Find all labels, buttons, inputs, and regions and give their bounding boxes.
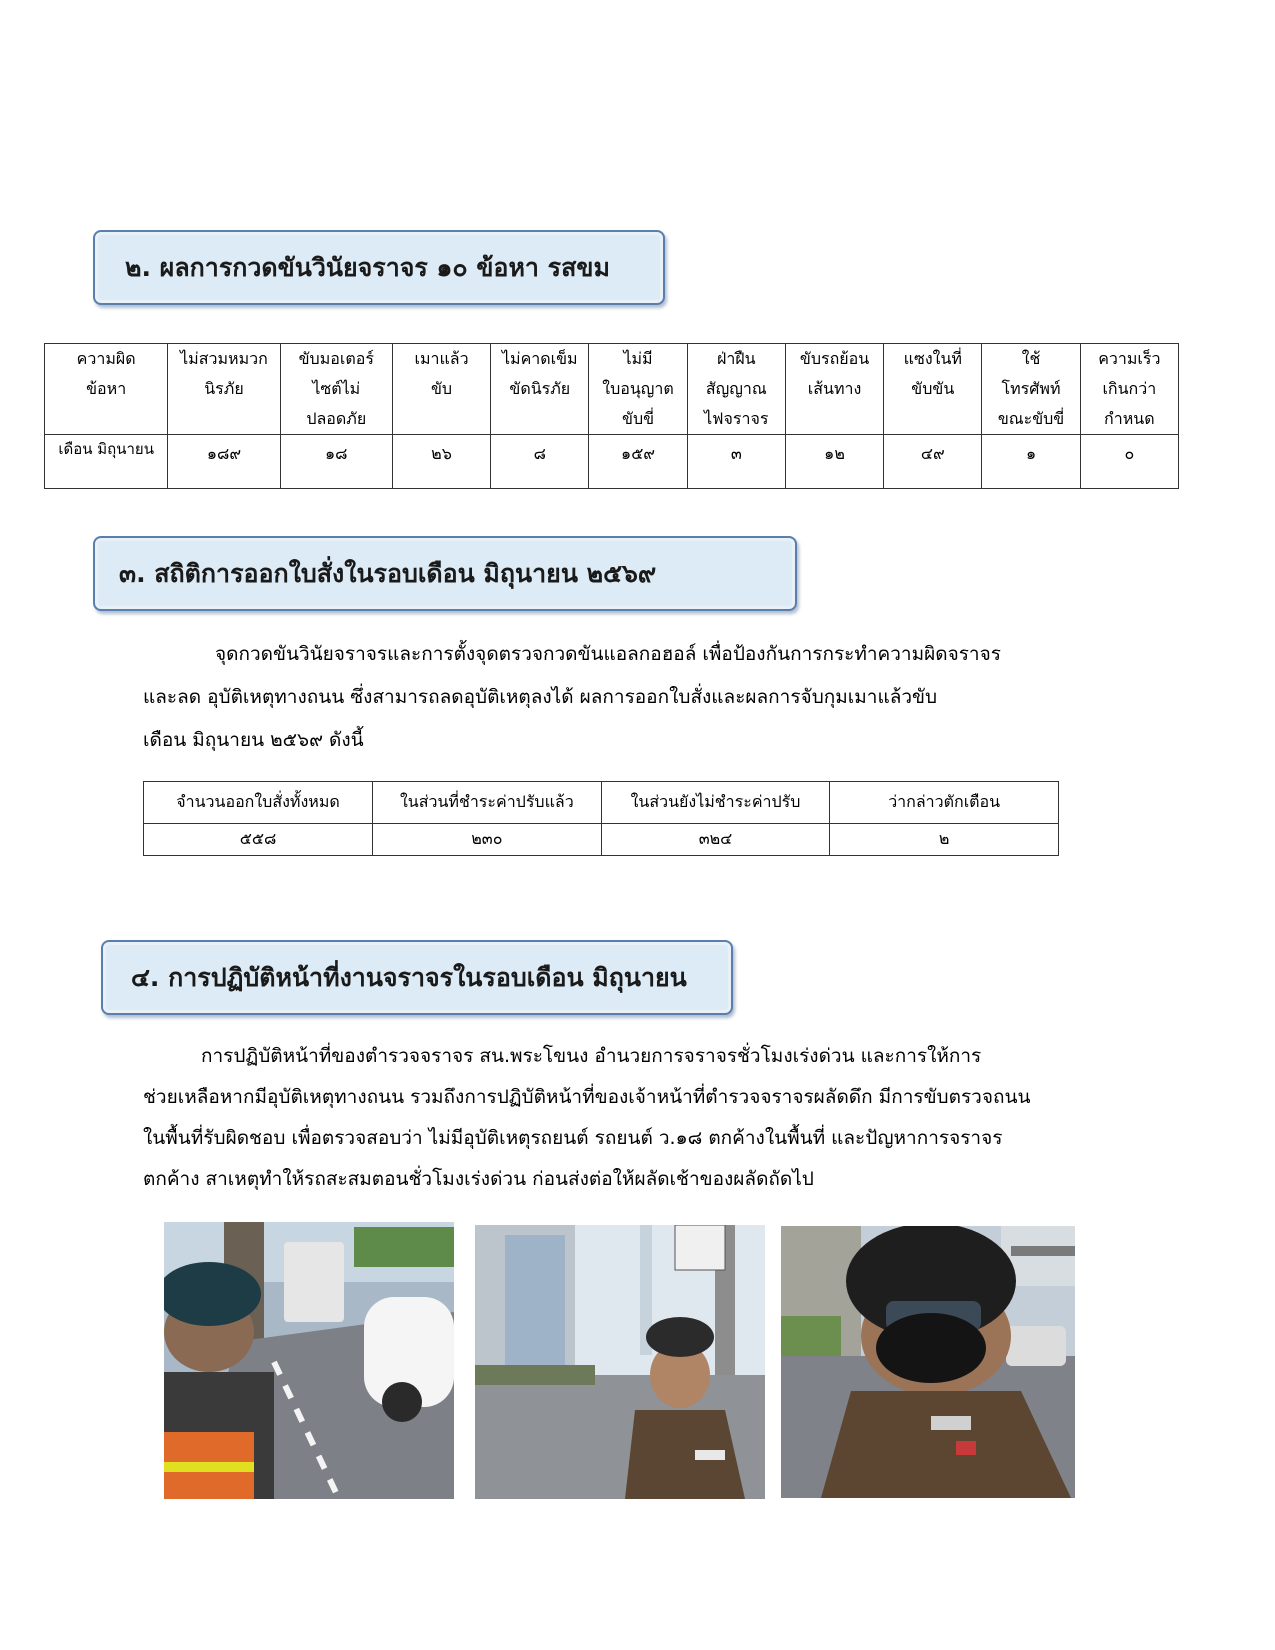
tickets-data-row [144, 824, 1059, 856]
value-cell: ๒๓๐ [373, 824, 602, 856]
header-cell: ความผิด ข้อหา [45, 344, 168, 435]
violations-header-row [45, 344, 1179, 435]
value-cell: ๘ [491, 435, 589, 489]
value-cell: ๑๘๙ [168, 435, 280, 489]
paragraph-line: จุดกวดขันวินัยจราจรและการตั้งจุดตรวจกวดขันแอลกอฮอล์ เพื่อป้องกันการกระทำความผิดจราจร [215, 643, 1001, 665]
paragraph-line: การปฏิบัติหน้าที่ของตำรวจจราจร สน.พระโขนง อำนวยการจราจรชั่วโมงเร่งด่วน และการให้การ [201, 1045, 982, 1067]
value-cell: ๓ [687, 435, 785, 489]
paragraph-line: ช่วยเหลือหากมีอุบัติเหตุทางถนน รวมถึงการปฏิบัติหน้าที่ของเจ้าหน้าที่ตำรวจจราจรผลัดดึก มีการขับตรวจถนน [143, 1086, 1031, 1108]
row-label: เดือน มิถุนายน [45, 435, 168, 489]
header-cell: ความเร็ว เกินกว่า กำหนด [1080, 344, 1178, 435]
paragraph-line: ตกค้าง สาเหตุทำให้รถสะสมตอนชั่วโมงเร่งด่วน ก่อนส่งต่อให้ผลัดเช้าของผลัดถัดไป [143, 1168, 814, 1190]
section2-heading [93, 230, 665, 305]
section3-title: ๓. สถิติการออกใบสั่งในรอบเดือน มิถุนายน ๒๕๖๙ [119, 558, 657, 588]
section3-heading [93, 536, 797, 611]
tickets-header-row [144, 782, 1059, 824]
section2-title: ๒. ผลการกวดขันวินัยจราจร ๑๐ ข้อหา รสขม [125, 252, 610, 282]
traffic-officer-photo [164, 1222, 454, 1499]
header-cell: จำนวนออกใบสั่งทั้งหมด [144, 782, 373, 824]
value-cell: ๑๒ [785, 435, 883, 489]
header-cell: ไม่มี ใบอนุญาต ขับขี่ [589, 344, 687, 435]
traffic-officer-photo [781, 1226, 1075, 1498]
violations-table [44, 343, 1179, 489]
header-cell: เมาแล้ว ขับ [392, 344, 490, 435]
header-cell: ในส่วนที่ชำระค่าปรับแล้ว [373, 782, 602, 824]
value-cell: ๐ [1080, 435, 1178, 489]
section4-paragraph [143, 1036, 1143, 1200]
header-cell: แซงในที่ ขับขัน [884, 344, 982, 435]
paragraph-line: เดือน มิถุนายน ๒๕๖๙ ดังนี้ [143, 729, 364, 751]
traffic-officer-photo [475, 1225, 765, 1499]
tickets-table [143, 781, 1059, 856]
value-cell: ๑๘ [280, 435, 392, 489]
header-cell: ไม่คาดเข็ม ขัดนิรภัย [491, 344, 589, 435]
value-cell: ๒ [830, 824, 1059, 856]
value-cell: ๒๖ [392, 435, 490, 489]
section4-heading [101, 940, 733, 1015]
paragraph-line: และลด อุบัติเหตุทางถนน ซึ่งสามารถลดอุบัติเหตุลงได้ ผลการออกใบสั่งและผลการจับกุมเมาแล้วขับ [143, 686, 938, 708]
value-cell: ๕๕๘ [144, 824, 373, 856]
value-cell: ๑ [982, 435, 1080, 489]
value-cell: ๔๙ [884, 435, 982, 489]
paragraph-line: ในพื้นที่รับผิดชอบ เพื่อตรวจสอบว่า ไม่มีอุบัติเหตุรถยนต์ รถยนต์ ว.๑๘ ตกค้างในพื้นที่ และปัญหาการจราจร [143, 1127, 1003, 1149]
violations-data-row [45, 435, 1179, 489]
header-cell: ฝ่าฝืน สัญญาณ ไฟจราจร [687, 344, 785, 435]
header-cell: ว่ากล่าวตักเตือน [830, 782, 1059, 824]
header-cell: ใช้ โทรศัพท์ ขณะขับขี่ [982, 344, 1080, 435]
section4-title: ๔. การปฏิบัติหน้าที่งานจราจรในรอบเดือน มิถุนายน [131, 962, 687, 992]
header-cell: ขับมอเตอร์ ไซต์ไม่ ปลอดภัย [280, 344, 392, 435]
section3-paragraph [143, 633, 1143, 762]
value-cell: ๓๒๔ [601, 824, 830, 856]
value-cell: ๑๕๙ [589, 435, 687, 489]
header-cell: ขับรถย้อน เส้นทาง [785, 344, 883, 435]
header-cell: ไม่สวมหมวก นิรภัย [168, 344, 280, 435]
header-cell: ในส่วนยังไม่ชำระค่าปรับ [601, 782, 830, 824]
